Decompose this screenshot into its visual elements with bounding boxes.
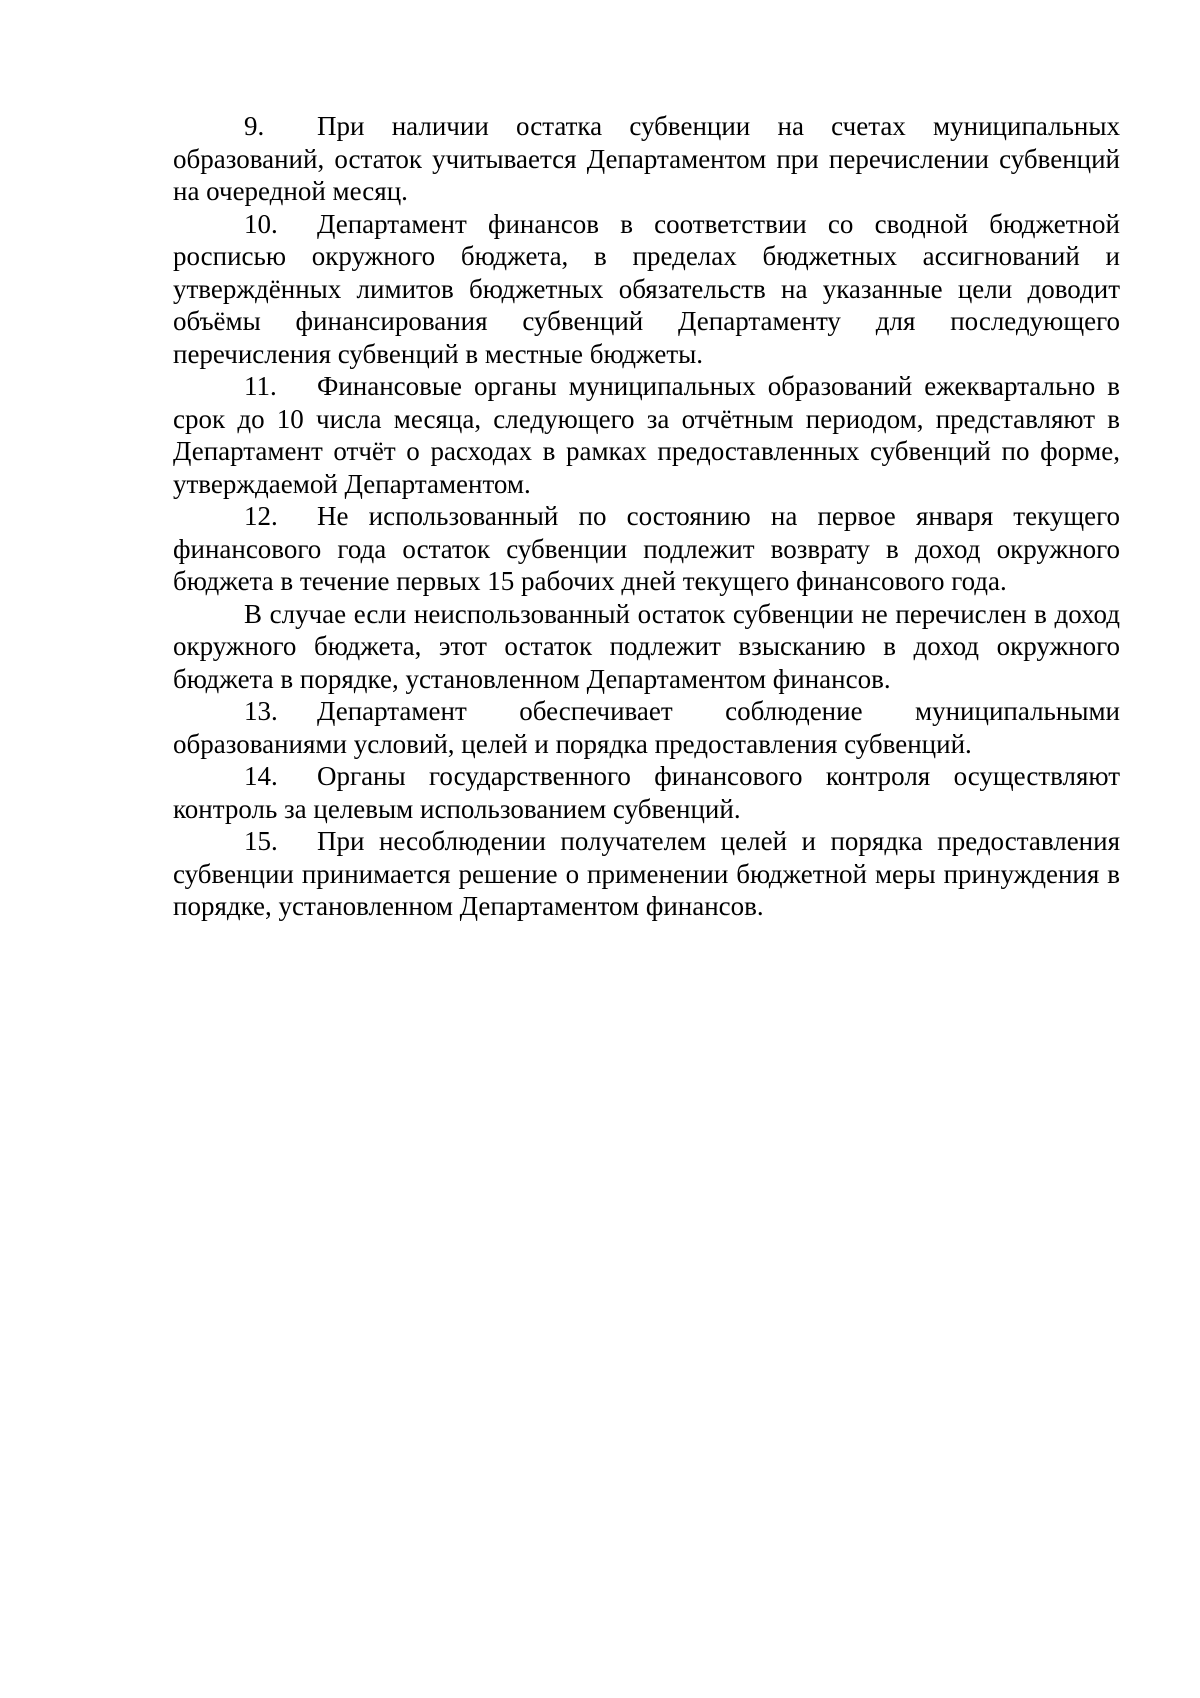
paragraph-12 bbox=[173, 500, 1120, 598]
paragraph-number: 12. bbox=[244, 501, 278, 531]
paragraph-text: В случае если неиспользованный остаток субвенции не перечислен в доход окружного бюджета, этот остаток подлежит взысканию в доход окружного бюджета в порядке, установленном Департаментом финансов. bbox=[173, 598, 1120, 694]
paragraph-text: Органы государственного финансового контроля осуществляют контроль за целевым использованием субвенций. bbox=[173, 761, 1120, 824]
paragraph-15 bbox=[173, 825, 1120, 923]
paragraph-text: Департамент финансов в соответствии со сводной бюджетной росписью окружного бюджета, в пределах бюджетных ассигнований и утверждённых лимитов бюджетных обязательств на указанные цели доводит объёмы финансирования субвенций Департаменту для последующего перечисления субвенций в местные бюджеты. bbox=[173, 208, 1120, 369]
paragraph-12-continuation bbox=[173, 598, 1120, 696]
paragraph-text: При несоблюдении получателем целей и порядка предоставления субвенции принимается решение о применении бюджетной меры принуждения в порядке, установленном Департаментом финансов. bbox=[173, 826, 1120, 921]
paragraph-13 bbox=[173, 695, 1120, 760]
paragraph-text: При наличии остатка субвенции на счетах муниципальных образований, остаток учитывается Департаментом при перечислении субвенций на очередной месяц. bbox=[173, 111, 1120, 206]
paragraph-text: Не использованный по состоянию на первое января текущего финансового года остаток субвенции подлежит возврату в доход окружного бюджета в течение первых 15 рабочих дней текущего финансового года. bbox=[173, 501, 1120, 596]
paragraph-text: Финансовые органы муниципальных образований ежеквартально в срок до 10 числа месяца, следующего за отчётным периодом, представляют в Департамент отчёт о расходах в рамках предоставленных субвенций по форме, утверждаемой Департаментом. bbox=[173, 371, 1120, 499]
paragraph-number: 9. bbox=[244, 111, 265, 141]
paragraph-number: 11. bbox=[244, 371, 277, 401]
document-page bbox=[173, 110, 1120, 923]
paragraph-text: Департамент обеспечивает соблюдение муниципальными образованиями условий, целей и порядка предоставления субвенций. bbox=[173, 696, 1120, 759]
paragraph-number: 13. bbox=[244, 696, 278, 726]
paragraph-10 bbox=[173, 208, 1120, 371]
paragraph-11 bbox=[173, 370, 1120, 500]
paragraph-number: 15. bbox=[244, 826, 278, 856]
paragraph-number: 10. bbox=[244, 208, 278, 239]
paragraph-14 bbox=[173, 760, 1120, 825]
paragraph-number: 14. bbox=[244, 761, 278, 791]
paragraph-9 bbox=[173, 110, 1120, 208]
